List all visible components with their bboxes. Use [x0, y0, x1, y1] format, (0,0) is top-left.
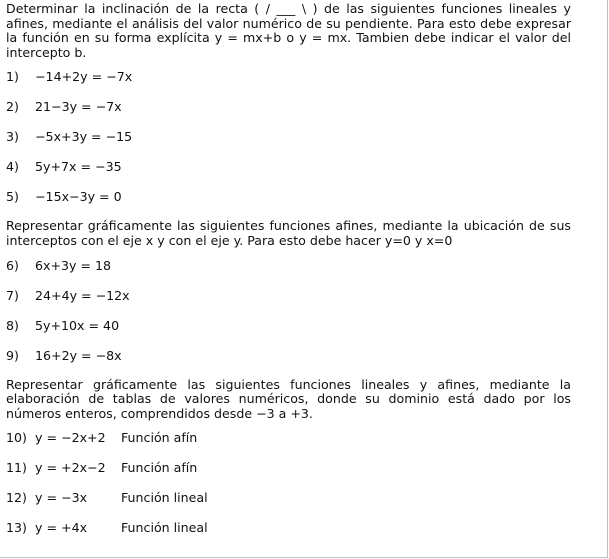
- exercise-item-3: [6, 130, 571, 144]
- exercise-number: 11): [6, 460, 27, 476]
- exercise-item-5: [6, 190, 571, 204]
- exercise-number: 2): [6, 99, 19, 115]
- exercise-equation: −5x+3y = −15: [35, 129, 133, 145]
- exercise-equation: 24+4y = −12x: [35, 287, 130, 303]
- exercise-number: 7): [6, 287, 19, 303]
- function-type: Función afín: [121, 430, 198, 446]
- exercise-number: 3): [6, 129, 19, 145]
- exercise-item-13: [6, 521, 571, 535]
- exercise-item-2: [6, 100, 571, 114]
- exercise-equation: 21−3y = −7x: [35, 99, 122, 115]
- exercise-item-7: [6, 289, 571, 303]
- section1-instruction: Determinar la inclinación de la recta ( / ___ \ ) de las siguientes funciones lineales y afines, mediante el análisis del valor numérico de su pendiente. Para esto debe expresar la función en su forma explícita y = mx+b o y = mx. Tambien debe indicar el valor del intercepto b.: [6, 1, 571, 60]
- exercise-equation: y = +2x−2: [35, 460, 106, 476]
- exercise-equation: 5y+7x = −35: [35, 159, 122, 175]
- exercise-equation: y = −3x: [35, 490, 88, 506]
- exercise-number: 13): [6, 520, 27, 536]
- exercise-equation: y = −2x+2: [35, 430, 106, 446]
- function-type: Función lineal: [121, 490, 208, 506]
- exercise-equation: −15x−3y = 0: [35, 189, 122, 205]
- exercise-item-12: [6, 491, 571, 505]
- exercise-item-10: [6, 431, 571, 445]
- function-type: Función lineal: [121, 520, 208, 536]
- exercise-equation: 5y+10x = 40: [35, 317, 120, 333]
- exercise-equation: 16+2y = −8x: [35, 347, 122, 363]
- exercise-number: 8): [6, 317, 19, 333]
- exercise-number: 6): [6, 257, 19, 273]
- function-type: Función afín: [121, 460, 198, 476]
- exercise-equation: −14+2y = −7x: [35, 69, 133, 85]
- exercise-item-8: [6, 319, 571, 333]
- exercise-number: 9): [6, 347, 19, 363]
- exercise-equation: y = +4x: [35, 520, 88, 536]
- exercise-number: 12): [6, 490, 27, 506]
- exercise-number: 10): [6, 430, 27, 446]
- section2-instruction: Representar gráficamente las siguientes funciones afines, mediante la ubicación de sus interceptos con el eje x y con el eje y. Para esto debe hacer y=0 y x=0: [6, 218, 571, 248]
- exercise-item-6: [6, 259, 571, 273]
- exercise-equation: 6x+3y = 18: [35, 257, 112, 273]
- exercise-item-4: [6, 160, 571, 174]
- exercise-number: 1): [6, 69, 19, 85]
- exercise-sheet: [6, 2, 571, 535]
- exercise-item-1: [6, 70, 571, 84]
- exercise-number: 4): [6, 159, 19, 175]
- exercise-number: 5): [6, 189, 19, 205]
- exercise-item-9: [6, 349, 571, 363]
- exercise-item-11: [6, 461, 571, 475]
- section3-instruction: Representar gráficamente las siguientes funciones lineales y afines, mediante la elaboración de tablas de valores numéricos, donde su dominio está dado por los números enteros, comprendidos desde −3 a +3.: [6, 376, 571, 421]
